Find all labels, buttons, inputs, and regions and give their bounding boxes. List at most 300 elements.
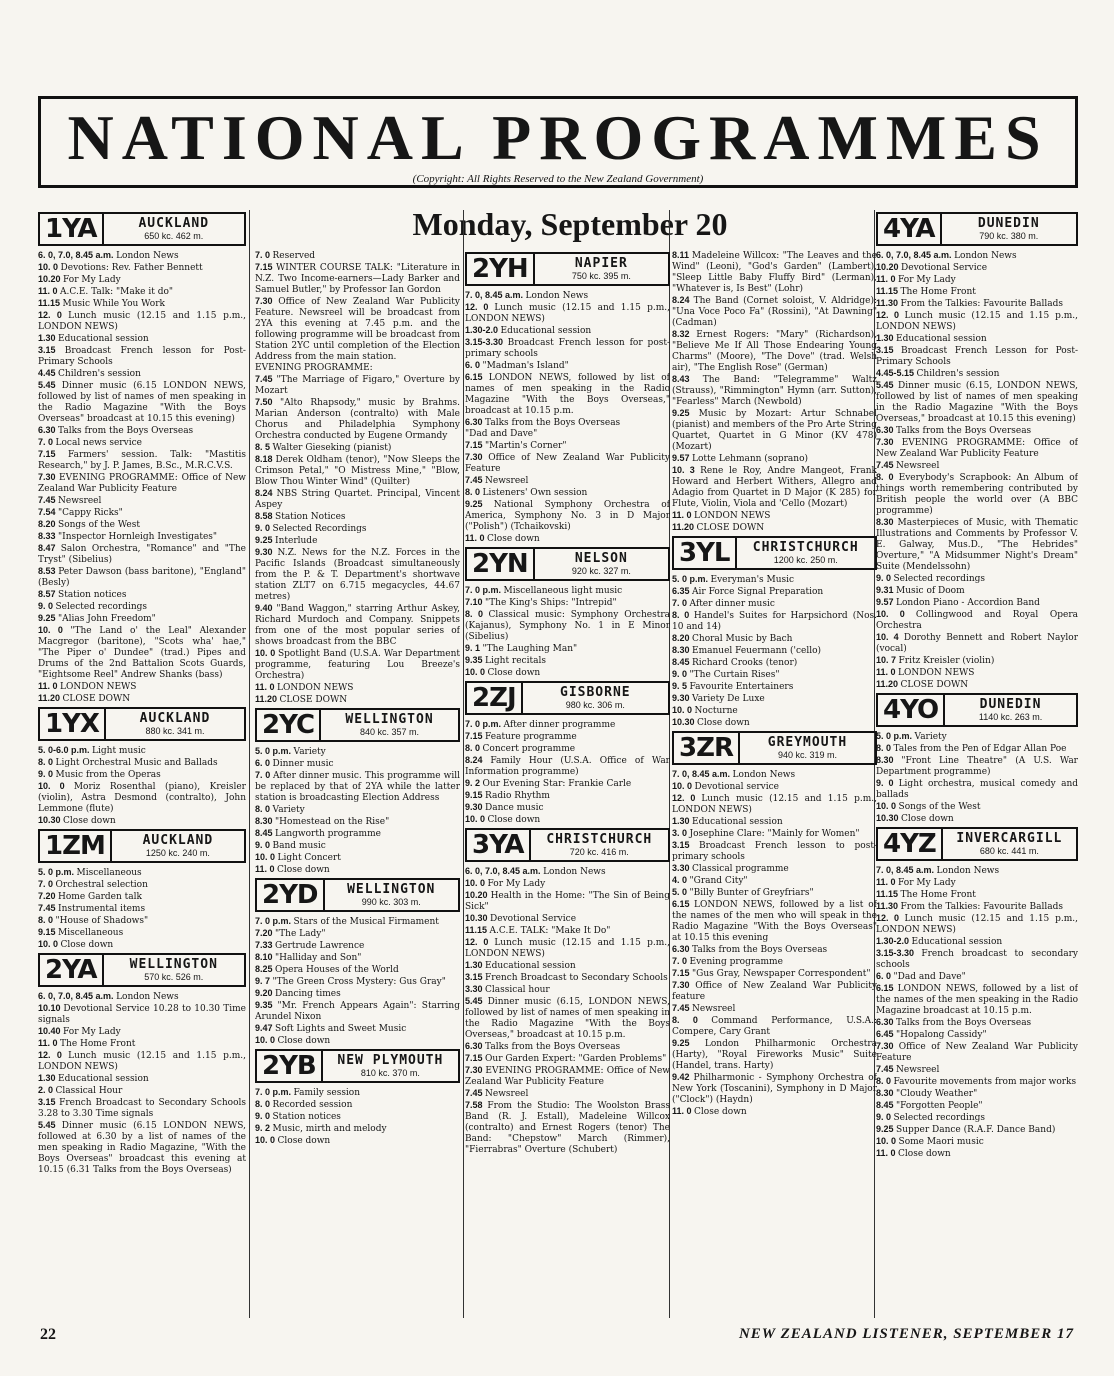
programme-text: Songs of the West [58,520,140,530]
programme-entry [38,425,246,437]
programme-text: Newsreel [485,1089,529,1099]
programme-time: 4.45-5.15 [876,368,917,378]
programme-entry [876,368,1078,380]
station-header [465,547,670,581]
programme-time: 10.10 [38,1003,64,1013]
programme-time: 11.15 [876,889,901,899]
programme-time: 10. 0 [38,939,61,949]
programme-entry [876,913,1078,936]
station-callsign: 2YH [467,254,535,284]
programme-time: 10. 0 [38,262,61,272]
programme-text: Newsreel [896,1065,940,1075]
programme-entry [38,333,246,345]
station-callsign: 3ZR [674,733,740,763]
programme-entry [876,1041,1078,1064]
programme-time: 11.20 [38,693,63,703]
programme-time: 6.15 [876,983,898,993]
programme-entry [876,667,1078,679]
programme-time: 11. 0 [255,682,278,692]
programme-text: Talks from the Boys Overseas [692,945,828,955]
programme-time: 8.20 [38,519,59,529]
column-1 [38,210,246,1318]
programme-text: Stars of the Musical Firmament [293,917,439,927]
programme-text: Close down [277,1036,331,1046]
programme-time: 7.54 [38,507,59,517]
programme-entry [465,1041,670,1053]
programme-entry [255,1111,460,1123]
station-callsign: 4YO [878,695,945,725]
programme-entry [255,864,460,876]
programme-text: Selected Recordings [272,524,367,534]
programme-entry [255,928,460,940]
programme-entry [672,840,877,863]
programme-entry [465,719,670,731]
station-header [672,536,877,570]
station-name: CHRISTCHURCH [752,539,859,555]
programme-text: CLOSE DOWN [279,695,348,705]
programme-entry [672,522,877,534]
programme-time: 9.25 [465,499,494,509]
programme-text: The Band (Cornet soloist, V. Aldridge): "Una Voce Poco Fa" (Rossini), "At Dawning" (Cadman) [672,296,877,328]
programme-time: 7. 0 [255,770,274,780]
programme-time: 7. 0 p.m. [255,1087,294,1097]
programme-text: Our Evening Star: Frankie Carle [482,779,632,789]
programme-entry [255,454,460,488]
programme-entry [255,746,460,758]
programme-time: 6.35 [672,586,693,596]
station-name: GREYMOUTH [767,734,848,750]
programme-time: 9.30 [465,802,486,812]
programme-time: 10.20 [465,890,491,900]
programme-time: 9.25 [255,535,276,545]
programme-text: Light orchestra, musical comedy and ballads [876,779,1078,800]
station-header [876,827,1078,861]
programme-entry [876,250,1078,262]
programme-time: 5. 0 p.m. [876,731,915,741]
programme-entry [465,925,670,937]
programme-time: 6.30 [672,944,693,954]
programme-text: Moriz Rosenthal (piano), Kreisler (violin), Astra Desmond (contralto), John Lemmone (flute) [38,782,246,814]
programme-text: CLOSE DOWN [62,694,131,704]
programme-time: 8.47 [38,543,61,553]
programme-time: 9. 0 [38,769,56,779]
programme-time: 11.20 [255,694,280,704]
programme-time: 6. 0 [876,971,894,981]
station-name: INVERCARGILL [956,830,1063,846]
programme-entry [465,667,670,679]
programme-time: 7.30 [255,296,279,306]
programme-entry [672,769,877,781]
programme-time: 6.30 [465,417,486,427]
programme-entry [465,360,670,372]
programme-entry [38,927,246,939]
programme-time: 11.15 [38,298,63,308]
programme-text: LONDON NEWS [898,668,975,678]
programme-time: 8.58 [255,511,276,521]
programme-text: Philharmonic - Symphony Orchestra of New York (Toscanini), Symphony in D Major ("Clock") (Haydn) [672,1073,877,1105]
programme-entry [38,345,246,368]
programme-entry [672,899,877,944]
station-frequency: 920 kc. 327 m. [571,565,631,576]
programme-entry [876,1148,1078,1160]
programme-entry [672,465,877,510]
programme-entry [672,295,877,329]
programme-time: 7. 0, 8.45 a.m. [465,290,526,300]
programme-entry [38,368,246,380]
programme-text: CLOSE DOWN [696,523,765,533]
programme-text: Instrumental items [58,904,146,914]
programme-text: EVENING PROGRAMME: Office of New Zealand War Publicity Feature [465,1066,670,1087]
programme-entry [38,449,246,472]
station-name: WELLINGTON [345,711,434,727]
station-header [255,708,460,742]
programme-entry [672,1015,877,1038]
programme-time: 1.30 [38,333,59,343]
programme-time: 10.30 [876,813,902,823]
programme-entry [876,778,1078,801]
programme-entry [38,601,246,613]
programme-text: Newsreel [896,461,940,471]
programme-time: 7.30 [38,472,60,482]
programme-text: "Band Waggon," starring Arthur Askey, Richard Murdoch and Company. Snippets from one of the most popular series of shows broadcast from the BBC [255,604,460,647]
programme-text: "Grand City" [689,876,748,886]
programme-time: 9.57 [672,453,693,463]
programme-text: "The Land o' the Leal" Alexander Macgregor (baritone), "Scots wha' hae," "The Piper o' Dundee" (trad.) Pipes and Drums of the 2nd Battalion Scots Guards, "Eightsome Reel" Andrew Shanks (bass) [38,626,246,680]
programme-entry [465,585,670,597]
station-name: AUCKLAND [138,215,210,231]
programme-time: 10. 7 [876,655,899,665]
programme-text: Educational session [58,334,149,344]
programme-time: 1.30 [465,960,486,970]
programme-time: 9. 0 [876,1112,894,1122]
programme-text: Listeners' Own session [482,488,588,498]
programme-entry [38,903,246,915]
programme-entry [876,1112,1078,1124]
programme-text: "Martin's Corner" [485,441,567,451]
programme-time: 8.30 [672,645,693,655]
programme-time: 6. 0, 7.0, 8.45 a.m. [38,250,117,260]
programme-text: "Inspector Hornleigh Investigates" [58,532,218,542]
programme-entry [465,499,670,533]
station-frequency: 1250 kc. 240 m. [145,847,210,858]
programme-time: 7.20 [255,928,276,938]
page-title: NATIONAL PROGRAMMES [67,102,1049,173]
programme-time: 9.47 [255,1023,276,1033]
programme-time: 12. 0 [465,302,495,312]
programme-time: 10. 3 [672,465,701,475]
programme-text: Miscellaneous [58,928,124,938]
programme-entry [672,1003,877,1015]
programme-time: 9.25 [38,613,59,623]
programme-text: Lunch music (12.15 and 1.15 p.m., LONDON NEWS) [38,1051,246,1072]
programme-text: Classical programme [692,864,789,874]
programme-text: Educational session [896,334,987,344]
programme-text: "Forgotten People" [896,1101,983,1111]
programme-time: 1.30-2.0 [465,325,501,335]
programme-text: London News [954,251,1017,261]
programme-time: 8.45 [672,657,693,667]
programme-text: For My Lady [63,275,121,285]
programme-entry [255,1123,460,1135]
programme-text: Nocturne [694,706,738,716]
programme-text: Family Hour (U.S.A. Office of War Information programme) [465,756,670,777]
programme-time: 3.15 [38,345,65,355]
programme-time: 5.45 [876,380,898,390]
programme-time: 10.30 [38,815,64,825]
programme-time: 10. 0 [255,1035,278,1045]
programme-time: 9.15 [38,927,59,937]
programme-time: 9. 0 [672,669,690,679]
programme-time: 4. 0 [672,875,690,885]
programme-text: LONDON NEWS [60,682,137,692]
programme-text: From the Talkies: Favourite Ballads [900,902,1063,912]
programme-time: 8.30 [876,1088,897,1098]
programme-text: Light music [92,746,146,756]
programme-entry [255,816,460,828]
programme-entry [876,1029,1078,1041]
programme-time: 11. 0 [255,864,278,874]
programme-time: 7. 0 [672,956,690,966]
programme-entry [465,337,670,360]
programme-entry [876,801,1078,813]
programme-entry [465,890,670,913]
programme-time: 7.15 [465,731,486,741]
programme-text: Classical Hour [55,1086,123,1096]
programme-time: 8.30 [255,816,276,826]
programme-text: Josephine Clare: "Mainly for Women" [689,829,860,839]
programme-text: Close down [697,718,750,728]
programme-time: 8. 0 [672,1015,712,1025]
programme-entry [255,523,460,535]
programme-time: 11. 0 [672,1106,695,1116]
page-number: 22 [40,1326,56,1343]
programme-entry [38,693,246,705]
programme-text: Close down [277,865,330,875]
programme-text: "Billy Bunter of Greyfriars" [689,888,814,898]
programme-text: For My Lady [63,1027,121,1037]
programme-text: After dinner programme [503,720,616,730]
programme-time: 7.45 [876,460,897,470]
programme-time: 11.30 [876,901,901,911]
programme-time: 9.25 [672,1038,705,1048]
programme-entry [465,790,670,802]
programme-entry [876,262,1078,274]
programme-time: 11.15 [465,925,490,935]
programme-entry [465,325,670,337]
programme-time: 6. 0, 7.0, 8.45 a.m. [465,866,544,876]
programme-entry [465,937,670,960]
programme-entry [672,816,877,828]
programme-time: 7.45 [672,1003,693,1013]
programme-entry [38,437,246,449]
programme-time: 9.57 [876,597,897,607]
programme-time: 9. 1 [465,643,483,653]
programme-text: Close down [487,534,540,544]
programme-entry [465,960,670,972]
programme-time: 7.20 [38,891,59,901]
programme-time: 7.45 [465,1088,486,1098]
programme-text: "Dad and Dave" [465,429,538,439]
station-name: DUNEDIN [979,696,1042,712]
programme-time: 9.25 [876,1124,897,1134]
programme-time: 9.30 [255,547,278,557]
programme-time: 5. 0-6.0 p.m. [38,745,93,755]
programme-entry [255,488,460,511]
programme-time: 7.30 [465,452,489,462]
programme-entry [876,573,1078,585]
programme-entry [255,1035,460,1047]
programme-text: Newsreel [485,476,529,486]
column-3 [465,250,670,1318]
programme-text: Station notices [58,590,127,600]
programme-entry [672,510,877,522]
programme-entry [876,333,1078,345]
programme-text: The Band: "Telegramme" Waltz (Strauss), "Rimmington" Hymn (arr. Sutton), "Fearless" March (Newbold) [672,375,877,407]
programme-entry [672,408,877,453]
programme-text: Light recitals [485,656,546,666]
programme-time: 8.10 [255,952,276,962]
programme-time: 7.45 [38,903,59,913]
programme-time: 8.18 [255,454,276,464]
programme-time: 11. 0 [38,681,61,691]
programme-entry [876,936,1078,948]
programme-text: "The King's Ships: "Intrepid" [485,598,617,608]
programme-text: CLOSE DOWN [900,680,969,690]
programme-text: Feature programme [485,732,577,742]
programme-text: Close down [694,1107,747,1117]
station-frequency: 650 kc. 462 m. [144,230,204,241]
programme-time: 8.43 [672,374,703,384]
programme-time: 9. 2 [255,1123,273,1133]
programme-text: The Home Front [900,287,976,297]
programme-entry [876,983,1078,1017]
programme-entry [255,442,460,454]
programme-entry [876,1100,1078,1112]
programme-entry [38,589,246,601]
programme-entry [672,1072,877,1106]
programme-text: Command Performance, U.S.A.: Compere, Cary Grant [672,1016,877,1037]
station-frequency: 990 kc. 303 m. [361,896,421,907]
programme-text: The Home Front [60,1039,136,1049]
programme-text: Newsreel [58,496,102,506]
programme-time: 11.30 [876,298,901,308]
programme-entry [38,915,246,927]
programme-time: 5.45 [465,996,488,1006]
programme-time: 8.25 [255,964,276,974]
programme-entry [38,495,246,507]
programme-entry [38,991,246,1003]
station-callsign: 1YA [40,214,104,244]
programme-time: 8.45 [876,1100,897,1110]
programme-text: Spotlight Band (U.S.A. War Department programme, featuring Lou Breeze's Orchestra) [255,649,460,681]
programme-time: 9. 0 [876,778,899,788]
programme-text: London Piano - Accordion Band [896,598,1040,608]
programme-text: Langworth programme [275,829,381,839]
station-frequency: 1140 kc. 263 m. [978,711,1043,722]
programme-text: A.C.E. Talk: "Make it do" [60,287,174,297]
programme-text: After dinner music. This programme will be replaced by that of 2YA while the latter station is broadcasting Election Address [255,771,460,803]
programme-entry [465,475,670,487]
station-frequency: 940 kc. 319 m. [777,749,837,760]
programme-time: 11.20 [876,679,901,689]
programme-entry [876,655,1078,667]
programme-text: "The Green Cross Mystery: Gus Gray" [272,977,446,987]
programme-text: N.Z. News for the N.Z. Forces in the Pacific Islands (Broadcast simultaneously from the P. & T. Department's shortwave station ZLT7 on 6.715 megacycles, 44.67 metres) [255,548,460,602]
programme-text: Devotional Service [901,263,988,273]
programme-time: 7. 0, 8.45 a.m. [672,769,733,779]
programme-text: A.C.E. TALK: "Make It Do" [489,926,611,936]
station-header [255,1049,460,1083]
programme-entry [672,705,877,717]
column-2 [255,250,460,1318]
programme-entry [465,452,670,475]
programme-text: Rene le Roy, Andre Mangeot, Frank Howard and Herbert Withers, Allegro and Adagio from Quartet in D Major (K 285) for Flute, Violin, Viola and 'Cello (Mozart) [672,466,877,509]
programme-text: Home Garden talk [58,892,142,902]
programme-time: 5. 0 [672,887,690,897]
programme-entry [255,1099,460,1111]
programme-text: Lunch music (12.15 and 1.15 p.m., LONDON NEWS) [876,914,1078,935]
programme-entry [255,1023,460,1035]
programme-time: 7. 0 [38,879,56,889]
programme-text: Variety [914,732,947,742]
programme-text: London News [116,251,179,261]
programme-time: 8. 0 [876,743,894,753]
station-name: AUCKLAND [142,832,214,848]
station-header [38,707,246,741]
programme-time: 12. 0 [465,937,495,947]
programme-entry [255,840,460,852]
programme-entry [38,781,246,815]
station-frequency: 880 kc. 341 m. [145,725,205,736]
programme-text: Radio Rhythm [485,791,550,801]
programme-text: Talks from the Boys Overseas [58,426,194,436]
programme-time: 12. 0 [876,913,905,923]
programme-text: Miscellaneous [76,868,142,878]
programme-text: Devotional service [694,782,779,792]
programme-time: 11.20 [672,522,697,532]
programme-entry [465,1088,670,1100]
programme-text: "Cloudy Weather" [896,1089,978,1099]
programme-entry [255,916,460,928]
programme-text: Dance music [485,803,544,813]
programme-entry [876,889,1078,901]
programme-text: Lunch music (12.15 and 1.15 p.m., LONDON NEWS) [465,938,670,959]
programme-entry [672,863,877,875]
programme-text: Lunch music (12.15 and 1.15 p.m., LONDON NEWS) [465,303,670,324]
programme-text: Close down [63,816,116,826]
programme-text: Station notices [272,1112,341,1122]
programme-time: 12. 0 [38,310,69,320]
programme-entry [255,1087,460,1099]
programme-text: Children's session [58,369,141,379]
programme-text: Recorded session [272,1100,353,1110]
programme-text: Interlude [275,536,318,546]
programme-entry [876,743,1078,755]
programme-time: 3.15 [465,972,486,982]
station-frequency: 790 kc. 380 m. [979,230,1039,241]
programme-entry [876,877,1078,889]
programme-entry [672,693,877,705]
programme-entry [255,511,460,523]
programme-time: 7.15 [465,440,486,450]
programme-time: 3. 0 [672,828,690,838]
programme-entry [672,610,877,633]
programme-entry [255,363,460,374]
programme-text: London News [525,291,589,301]
station-name: NAPIER [574,255,628,271]
programme-entry [876,425,1078,437]
programme-entry [876,1076,1078,1088]
